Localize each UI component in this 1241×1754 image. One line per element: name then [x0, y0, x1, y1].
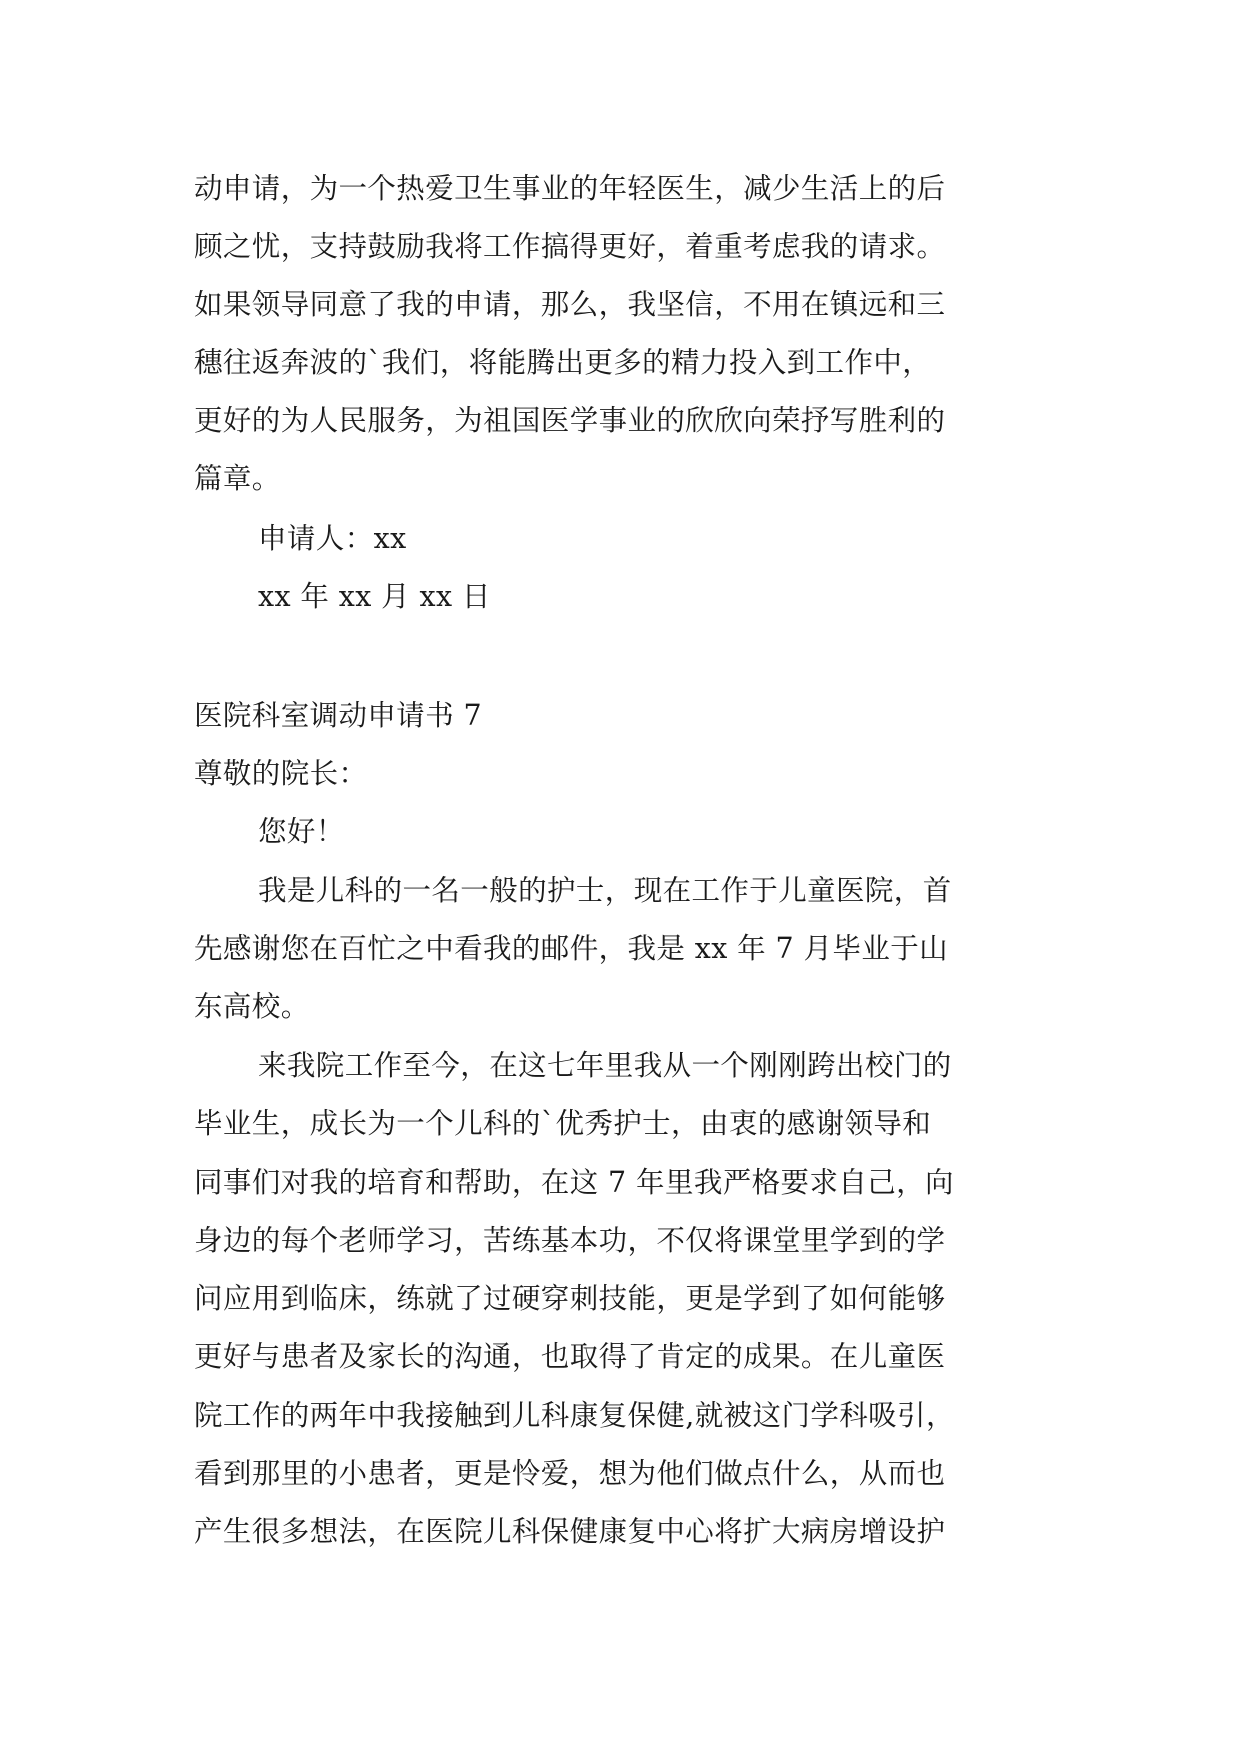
paragraph1-line: 先感谢您在百忙之中看我的邮件，我是 xx 年 7 月毕业于山 — [194, 932, 949, 965]
paragraph1-line: 东高校。 — [194, 990, 310, 1023]
body-text-line: 穗往返奔波的`我们，将能腾出更多的精力投入到工作中， — [194, 346, 932, 379]
paragraph2-line: 毕业生，成长为一个儿科的`优秀护士，由衷的感谢领导和 — [194, 1107, 932, 1140]
body-text-line: 如果领导同意了我的申请，那么，我坚信，不用在镇远和三 — [194, 288, 946, 321]
paragraph2-line: 问应用到临床，练就了过硬穿刺技能，更是学到了如何能够 — [194, 1282, 946, 1315]
paragraph2-line: 更好与患者及家长的沟通，也取得了肯定的成果。在儿童医 — [194, 1340, 946, 1373]
paragraph2-line: 同事们对我的培育和帮助，在这 7 年里我严格要求自己，向 — [194, 1166, 954, 1199]
paragraph2-line: 来我院工作至今，在这七年里我从一个刚刚跨出校门的 — [258, 1049, 952, 1082]
letter-title: 医院科室调动申请书 7 — [194, 699, 483, 732]
body-text-line: 篇章。 — [194, 462, 281, 495]
paragraph2-line: 产生很多想法，在医院儿科保健康复中心将扩大病房增设护 — [194, 1515, 946, 1548]
body-text-line: 动申请，为一个热爱卫生事业的年轻医生，减少生活上的后 — [194, 172, 946, 205]
body-text-line: 更好的为人民服务，为祖国医学事业的欣欣向荣抒写胜利的 — [194, 404, 946, 437]
signature-date: xx 年 xx 月 xx 日 — [258, 580, 491, 613]
paragraph2-line: 院工作的两年中我接触到儿科康复保健,就被这门学科吸引， — [194, 1399, 955, 1432]
letter-greeting: 您好！ — [258, 815, 345, 848]
paragraph1-line: 我是儿科的一名一般的护士，现在工作于儿童医院，首 — [258, 874, 952, 907]
letter-salutation: 尊敬的院长： — [194, 757, 368, 790]
paragraph2-line: 身边的每个老师学习，苦练基本功，不仅将课堂里学到的学 — [194, 1224, 946, 1257]
body-text-line: 顾之忧，支持鼓励我将工作搞得更好，着重考虑我的请求。 — [194, 230, 946, 263]
paragraph2-line: 看到那里的小患者，更是怜爱，想为他们做点什么，从而也 — [194, 1457, 946, 1490]
signature-applicant: 申请人：xx — [258, 522, 407, 555]
